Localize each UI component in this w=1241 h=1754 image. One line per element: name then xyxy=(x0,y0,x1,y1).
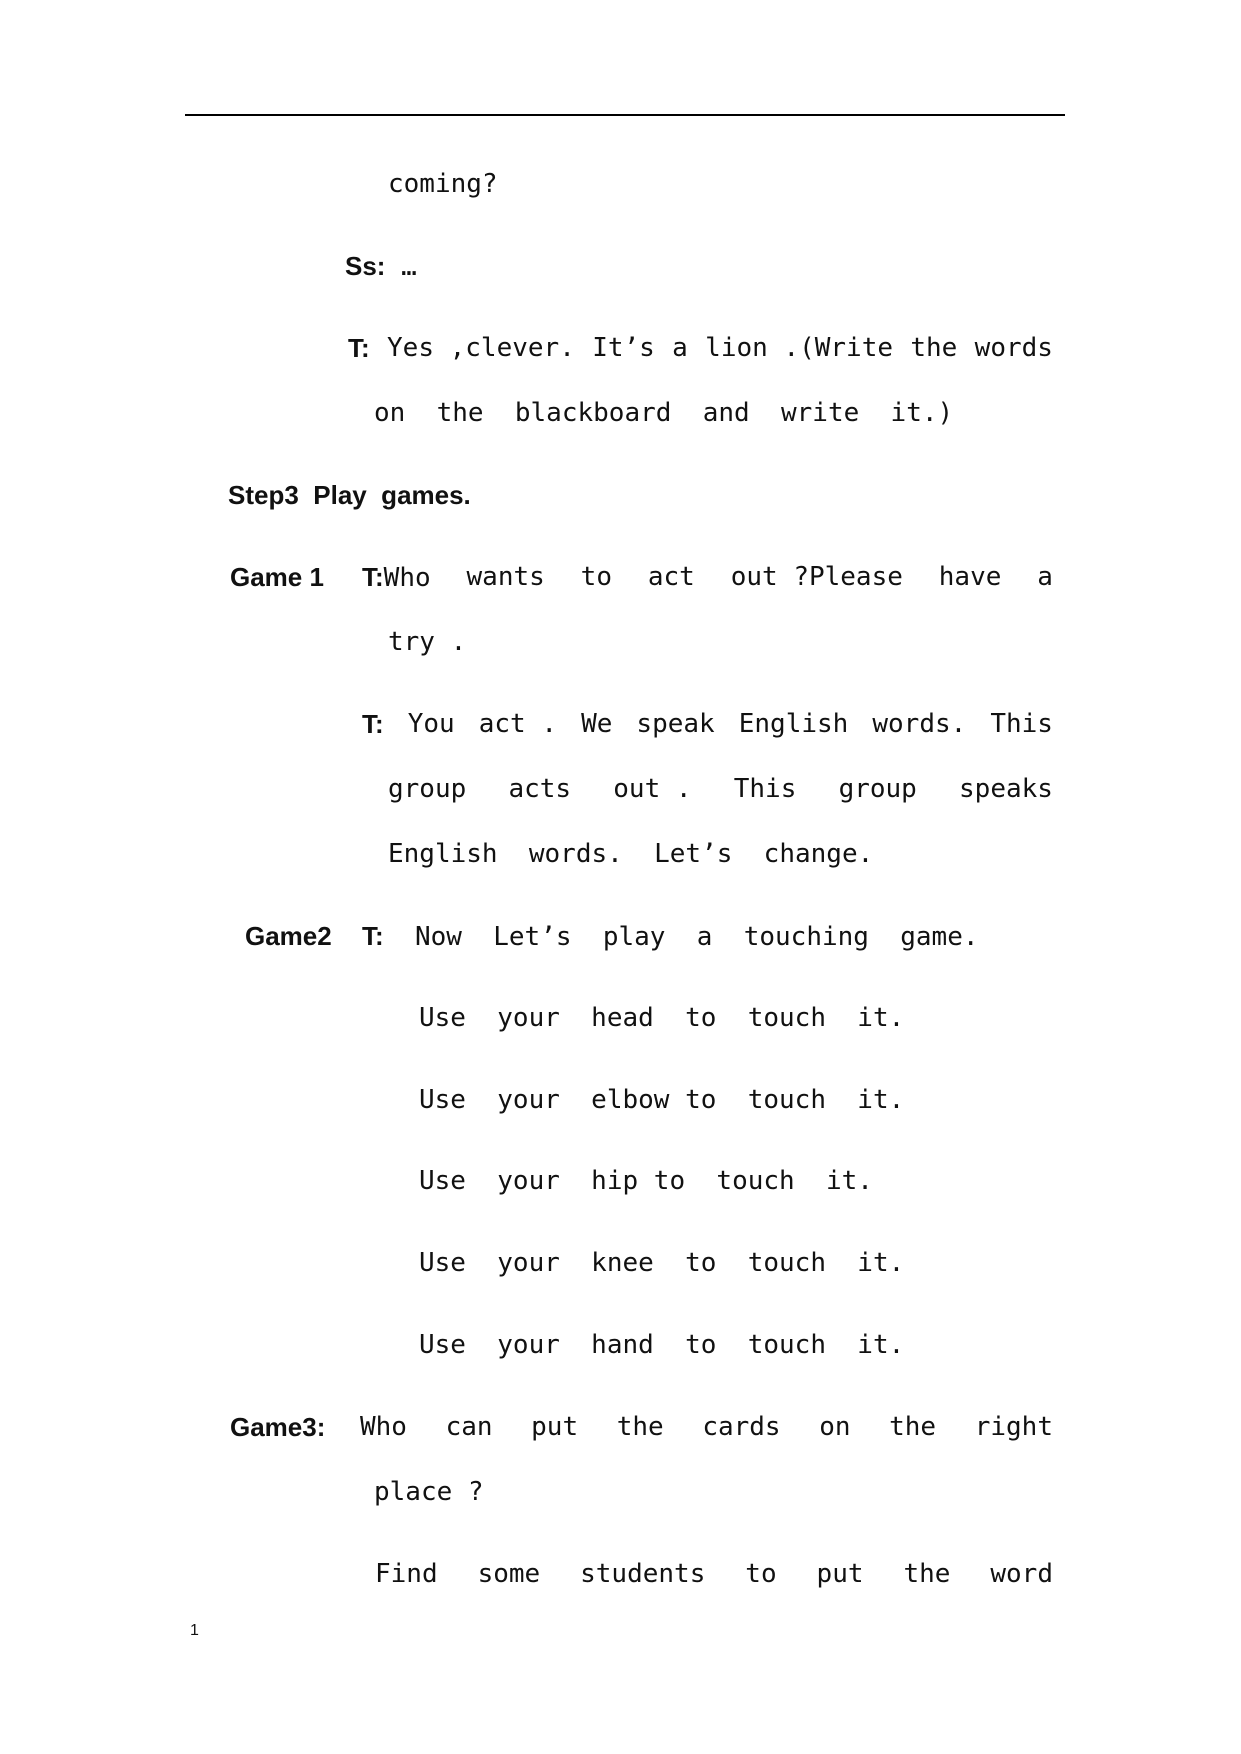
game2-label: Game2 xyxy=(245,921,332,951)
word: acts xyxy=(508,774,572,804)
page-number: 1 xyxy=(190,1622,199,1639)
word: group xyxy=(388,774,467,804)
text-line-try: try . xyxy=(388,627,467,657)
word: Who xyxy=(383,563,431,593)
word: wants xyxy=(466,562,545,592)
word: the xyxy=(910,333,958,363)
word: Yes ,clever. xyxy=(387,333,575,363)
word: to xyxy=(745,1559,777,1589)
text-line-you-act xyxy=(362,708,1053,740)
speaker-label-t: T: xyxy=(362,921,384,951)
header-rule xyxy=(185,114,1065,116)
word: words. xyxy=(872,709,967,739)
word: Find xyxy=(375,1559,438,1589)
game3-label: Game3: xyxy=(230,1412,326,1442)
game1-label: Game 1 xyxy=(230,562,324,592)
word: out ?Please xyxy=(730,562,903,592)
word: students xyxy=(580,1559,706,1589)
ss-response: … xyxy=(401,252,417,282)
word: to xyxy=(580,562,612,592)
word: group xyxy=(838,774,917,804)
speaker-label-t: T: xyxy=(362,709,384,739)
text-line-ss xyxy=(345,250,417,283)
word: a xyxy=(1037,562,1053,592)
text-line-find xyxy=(375,1558,1053,1590)
word: can xyxy=(445,1412,493,1442)
word: cards xyxy=(702,1412,781,1442)
word: act . xyxy=(478,709,558,739)
word: lion .(Write xyxy=(705,333,894,363)
speaker-label-t: T: xyxy=(348,333,370,363)
word: act xyxy=(647,562,695,592)
word: English xyxy=(738,709,849,739)
word: It’s xyxy=(592,333,655,363)
word: the xyxy=(889,1412,937,1442)
text-line-place: place ? xyxy=(374,1477,484,1507)
text-line-touch-hip: Use your hip to touch it. xyxy=(419,1166,873,1196)
section-heading-step3: Step3 Play games. xyxy=(228,480,471,510)
word: some xyxy=(477,1559,541,1589)
word: the xyxy=(903,1559,951,1589)
word: This xyxy=(990,709,1053,739)
word: right xyxy=(974,1412,1053,1442)
text-line-change: English words. Let’s change. xyxy=(388,839,874,869)
word: on xyxy=(819,1412,851,1442)
word: This xyxy=(733,774,797,804)
text-line-touch-elbow: Use your elbow to touch it. xyxy=(419,1085,905,1115)
speaker-label-t: T: xyxy=(362,562,384,592)
word: out . xyxy=(613,774,692,804)
word: word xyxy=(990,1559,1053,1589)
text-line-blackboard: on the blackboard and write it.) xyxy=(374,398,954,428)
word: the xyxy=(616,1412,664,1442)
text-line-game2 xyxy=(362,920,979,953)
word: You xyxy=(407,709,455,739)
text-line-teacher-yes xyxy=(348,332,1053,364)
speaker-label-ss: Ss: xyxy=(345,251,386,281)
text-line-touch-knee: Use your knee to touch it. xyxy=(419,1248,905,1278)
word: We xyxy=(581,709,613,739)
text-line-touch-head: Use your head to touch it. xyxy=(419,1003,905,1033)
word: Who xyxy=(360,1412,407,1442)
text-line-game3 xyxy=(360,1411,1053,1443)
word: speaks xyxy=(959,774,1053,804)
text-line-game1 xyxy=(362,561,1053,594)
word: put xyxy=(816,1559,864,1589)
text-line-coming: coming? xyxy=(388,169,498,199)
text-line-touch-hand: Use your hand to touch it. xyxy=(419,1330,905,1360)
word: put xyxy=(531,1412,579,1442)
word: words xyxy=(974,333,1053,363)
word: a xyxy=(672,333,688,363)
game2-text: Now Let’s play a touching game. xyxy=(414,922,979,952)
text-line-group xyxy=(388,773,1053,805)
word: speak xyxy=(636,709,715,739)
word: have xyxy=(938,562,1002,592)
